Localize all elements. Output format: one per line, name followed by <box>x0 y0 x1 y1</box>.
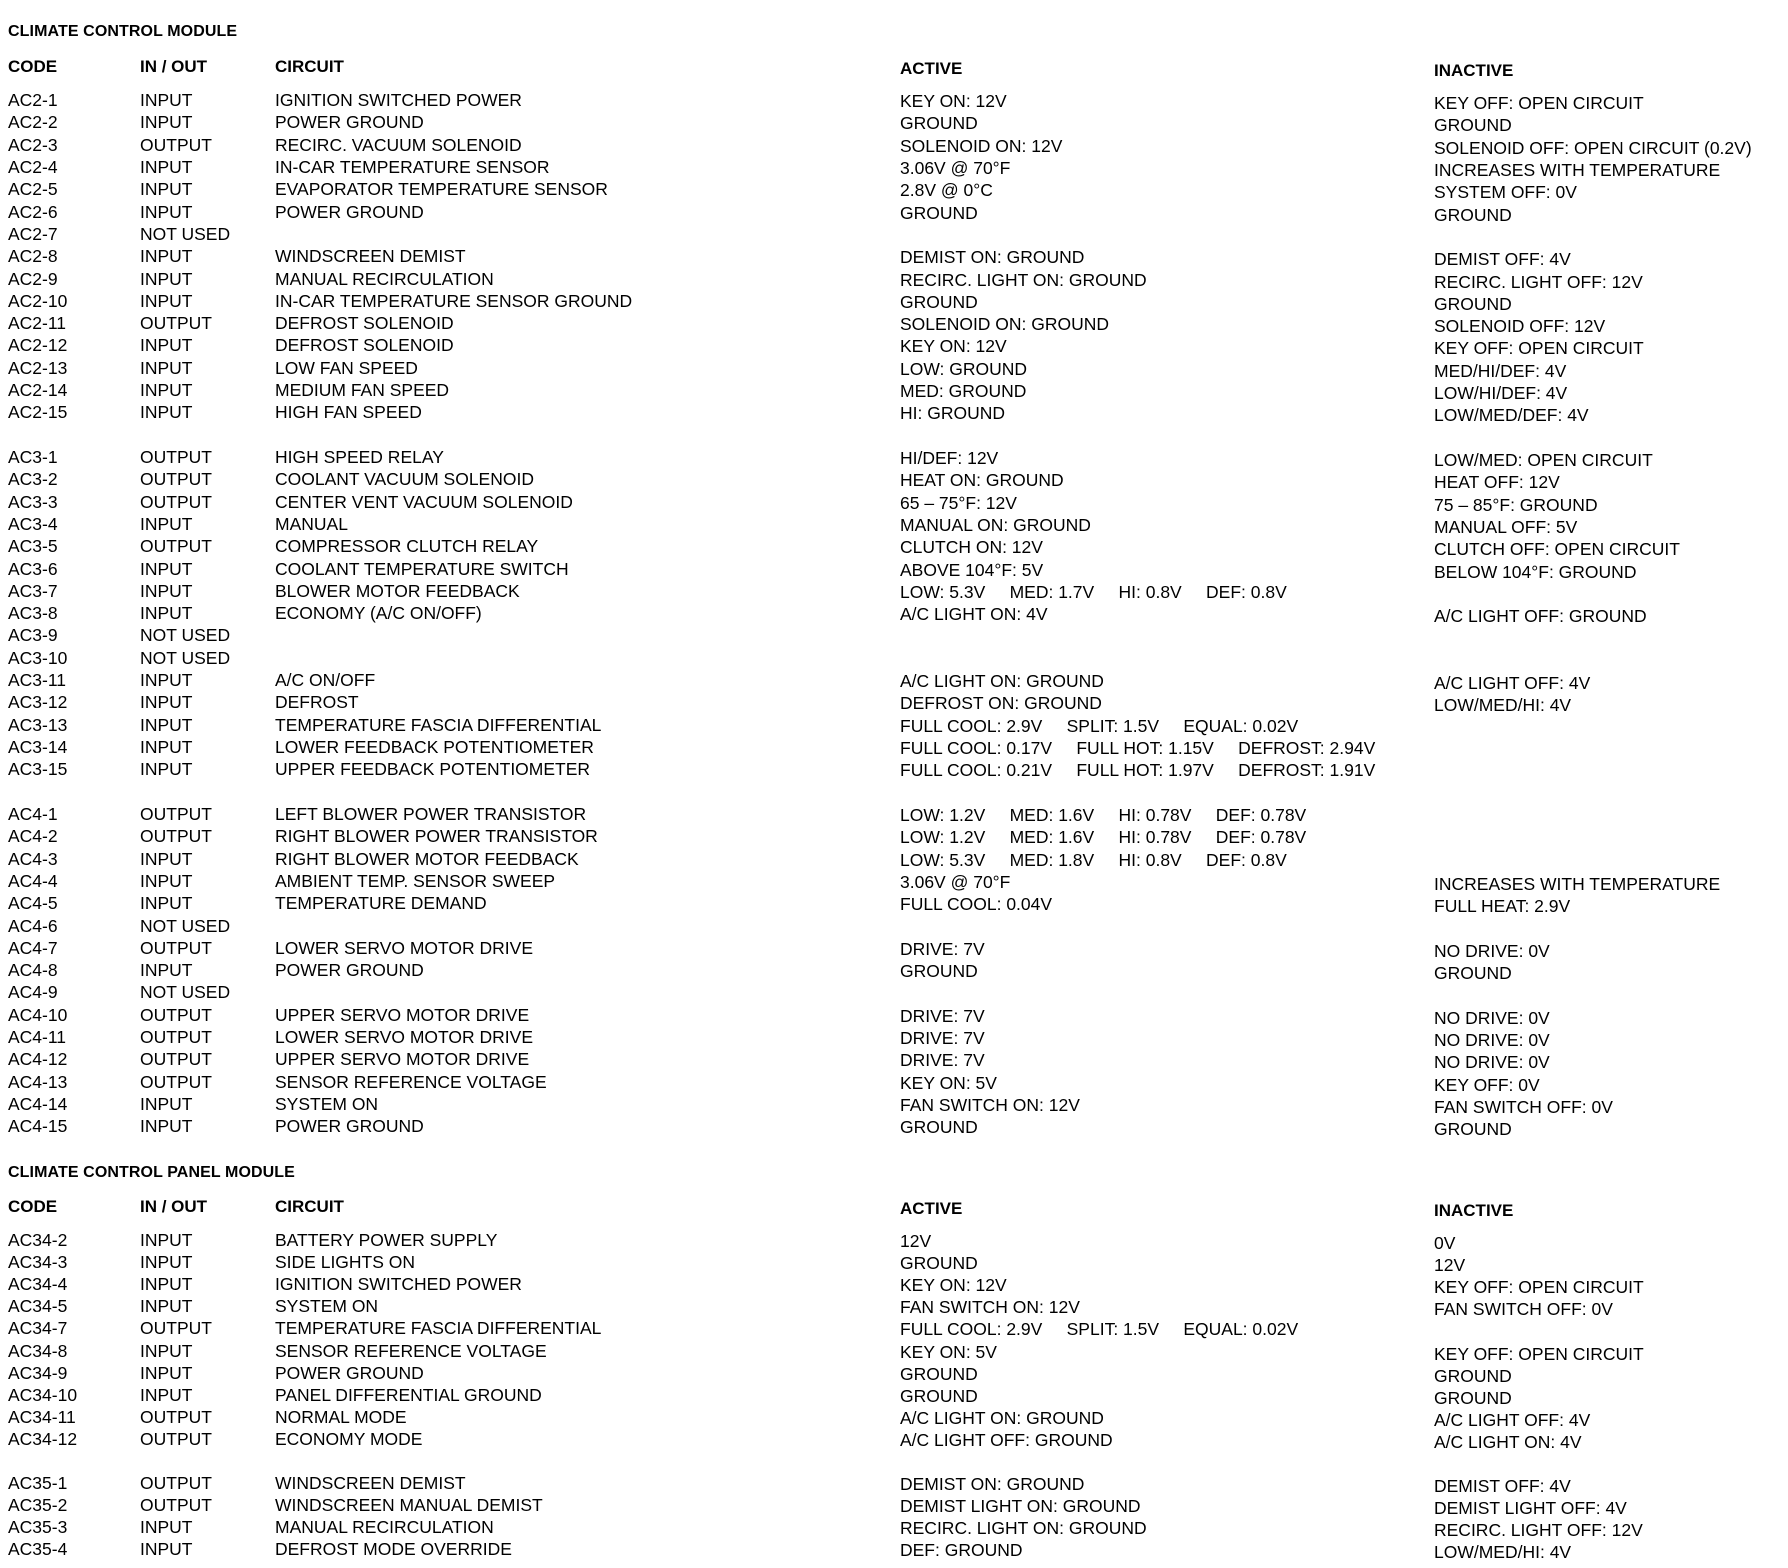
cell-in-out: OUTPUT <box>140 134 212 155</box>
cell-in-out: INPUT <box>140 1362 193 1383</box>
cell-active: LOW: 1.2V MED: 1.6V HI: 0.78V DEF: 0.78V <box>900 804 1307 825</box>
cell-active: FULL COOL: 0.21V FULL HOT: 1.97V DEFROST: 1.91V <box>900 760 1376 781</box>
cell-code: AC34-9 <box>8 1362 68 1383</box>
cell-inactive: DEMIST OFF: 4V <box>1434 249 1571 270</box>
cell-inactive: LOW/MED/DEF: 4V <box>1434 405 1589 426</box>
cell-circuit: UPPER FEEDBACK POTENTIOMETER <box>275 759 591 780</box>
cell-inactive: LOW/MED/HI: 4V <box>1434 695 1572 716</box>
cell-inactive: A/C LIGHT OFF: 4V <box>1434 1409 1591 1430</box>
cell-inactive: GROUND <box>1434 115 1512 136</box>
cell-active: DRIVE: 7V <box>900 938 985 959</box>
cell-code: AC2-4 <box>8 156 58 177</box>
cell-inactive: RECIRC. LIGHT OFF: 12V <box>1434 271 1643 292</box>
cell-active: A/C LIGHT ON: 4V <box>900 604 1048 625</box>
cell-inactive: KEY OFF: 0V <box>1434 1074 1540 1095</box>
cell-code: AC4-14 <box>8 1093 68 1114</box>
cell-active: KEY ON: 12V <box>900 1275 1007 1296</box>
cell-in-out: OUTPUT <box>140 937 212 958</box>
cell-code: AC2-1 <box>8 90 58 110</box>
cell-in-out: INPUT <box>140 335 193 356</box>
cell-inactive: DEMIST OFF: 4V <box>1434 1476 1571 1497</box>
cell-in-out: NOT USED <box>140 915 231 936</box>
cell-circuit: BATTERY POWER SUPPLY <box>275 1230 498 1250</box>
cell-circuit: POWER GROUND <box>275 1116 424 1137</box>
cell-circuit: IN-CAR TEMPERATURE SENSOR <box>275 156 550 177</box>
cell-active: ABOVE 104°F: 5V <box>900 559 1044 580</box>
cell-inactive: GROUND <box>1434 1119 1512 1140</box>
cell-in-out: NOT USED <box>140 223 231 244</box>
header-active: ACTIVE <box>900 59 963 78</box>
cell-active: FULL COOL: 2.9V SPLIT: 1.5V EQUAL: 0.02V <box>900 1319 1299 1340</box>
cell-circuit: RIGHT BLOWER POWER TRANSISTOR <box>275 826 598 847</box>
cell-active: FULL COOL: 0.17V FULL HOT: 1.15V DEFROST: 2.94V <box>900 738 1376 758</box>
cell-code: AC4-15 <box>8 1116 68 1137</box>
cell-code: AC34-7 <box>8 1318 68 1339</box>
cell-circuit: DEFROST <box>275 692 359 713</box>
cell-in-out: INPUT <box>140 1539 193 1560</box>
cell-in-out: INPUT <box>140 960 193 981</box>
cell-active: KEY ON: 5V <box>900 1072 997 1093</box>
cell-active: LOW: 5.3V MED: 1.8V HI: 0.8V DEF: 0.8V <box>900 849 1287 870</box>
cell-circuit: MEDIUM FAN SPEED <box>275 380 450 400</box>
cell-in-out: INPUT <box>140 1517 193 1538</box>
cell-in-out: NOT USED <box>140 625 231 646</box>
cell-active: DRIVE: 7V <box>900 1050 985 1071</box>
cell-code: AC4-1 <box>8 803 58 824</box>
cell-code: AC3-15 <box>8 759 68 780</box>
cell-in-out: INPUT <box>140 179 193 200</box>
cell-active: MED: GROUND <box>900 381 1027 401</box>
cell-inactive: NO DRIVE: 0V <box>1434 1052 1550 1073</box>
cell-active: GROUND <box>900 1117 978 1138</box>
cell-code: AC35-1 <box>8 1473 68 1494</box>
cell-in-out: OUTPUT <box>140 1473 212 1494</box>
cell-circuit: HIGH SPEED RELAY <box>275 447 444 467</box>
cell-code: AC4-8 <box>8 960 58 981</box>
cell-in-out: OUTPUT <box>140 1318 212 1339</box>
cell-circuit: UPPER SERVO MOTOR DRIVE <box>275 1004 530 1025</box>
cell-circuit: DEFROST MODE OVERRIDE <box>275 1539 512 1560</box>
cell-active: GROUND <box>900 1253 978 1274</box>
cell-inactive: RECIRC. LIGHT OFF: 12V <box>1434 1520 1643 1541</box>
cell-in-out: INPUT <box>140 603 193 624</box>
cell-inactive: KEY OFF: OPEN CIRCUIT <box>1434 1277 1644 1298</box>
header-inactive: INACTIVE <box>1434 1201 1514 1220</box>
cell-inactive: A/C LIGHT OFF: GROUND <box>1434 606 1647 627</box>
cell-inactive: FULL HEAT: 2.9V <box>1434 896 1571 917</box>
cell-code: AC3-5 <box>8 536 58 557</box>
cell-code: AC2-11 <box>8 313 67 334</box>
cell-code: AC3-1 <box>8 447 58 467</box>
cell-active: FULL COOL: 2.9V SPLIT: 1.5V EQUAL: 0.02V <box>900 715 1299 736</box>
cell-in-out: INPUT <box>140 692 193 713</box>
cell-in-out: NOT USED <box>140 982 231 1003</box>
cell-active: A/C LIGHT ON: GROUND <box>900 1407 1104 1428</box>
cell-code: AC4-2 <box>8 826 58 847</box>
cell-active: SOLENOID ON: GROUND <box>900 314 1110 335</box>
cell-circuit: SIDE LIGHTS ON <box>275 1252 416 1273</box>
cell-active: GROUND <box>900 961 978 982</box>
cell-code: AC4-3 <box>8 848 58 869</box>
cell-active: DRIVE: 7V <box>900 1028 985 1048</box>
cell-in-out: INPUT <box>140 1296 193 1317</box>
cell-active: LOW: GROUND <box>900 358 1028 379</box>
cell-code: AC3-10 <box>8 647 68 668</box>
cell-in-out: INPUT <box>140 380 193 400</box>
cell-in-out: INPUT <box>140 580 193 601</box>
cell-code: AC34-4 <box>8 1274 68 1295</box>
cell-circuit: RECIRC. VACUUM SOLENOID <box>275 134 522 155</box>
cell-active: A/C LIGHT OFF: GROUND <box>900 1429 1113 1450</box>
cell-inactive: GROUND <box>1434 1387 1512 1408</box>
cell-in-out: INPUT <box>140 870 193 891</box>
cell-code: AC2-13 <box>8 357 68 378</box>
cell-inactive: NO DRIVE: 0V <box>1434 1007 1550 1028</box>
cell-in-out: OUTPUT <box>140 1004 212 1025</box>
cell-circuit: A/C ON/OFF <box>275 670 376 691</box>
cell-inactive: NO DRIVE: 0V <box>1434 940 1550 961</box>
cell-circuit: ECONOMY (A/C ON/OFF) <box>275 603 482 624</box>
cell-in-out: OUTPUT <box>140 447 212 467</box>
cell-circuit: IGNITION SWITCHED POWER <box>275 90 522 110</box>
cell-circuit: UPPER SERVO MOTOR DRIVE <box>275 1049 530 1070</box>
cell-circuit: NORMAL MODE <box>275 1406 407 1427</box>
cell-circuit: DEFROST SOLENOID <box>275 335 454 356</box>
cell-circuit: SENSOR REFERENCE VOLTAGE <box>275 1340 547 1361</box>
cell-inactive: KEY OFF: OPEN CIRCUIT <box>1434 93 1644 113</box>
cell-active: CLUTCH ON: 12V <box>900 537 1043 558</box>
cell-inactive: SOLENOID OFF: OPEN CIRCUIT (0.2V) <box>1434 137 1752 158</box>
cell-circuit: LOWER SERVO MOTOR DRIVE <box>275 937 534 958</box>
cell-in-out: INPUT <box>140 1274 193 1295</box>
cell-circuit: TEMPERATURE FASCIA DIFFERENTIAL <box>275 1318 602 1339</box>
cell-circuit: EVAPORATOR TEMPERATURE SENSOR <box>275 179 608 200</box>
cell-in-out: OUTPUT <box>140 1428 212 1449</box>
cell-active: GROUND <box>900 202 978 223</box>
cell-circuit: ECONOMY MODE <box>275 1428 423 1449</box>
cell-inactive: A/C LIGHT ON: 4V <box>1434 1431 1582 1452</box>
cell-active: FULL COOL: 0.04V <box>900 894 1053 915</box>
cell-code: AC3-2 <box>8 469 58 490</box>
cell-code: AC2-9 <box>8 268 58 289</box>
cell-in-out: INPUT <box>140 201 193 222</box>
cell-active: 2.8V @ 0°C <box>900 180 993 201</box>
cell-code: AC35-2 <box>8 1495 68 1516</box>
header-inactive: INACTIVE <box>1434 61 1514 80</box>
cell-inactive: 75 – 85°F: GROUND <box>1434 494 1598 515</box>
cell-code: AC4-7 <box>8 937 58 958</box>
cell-code: AC35-3 <box>8 1517 68 1538</box>
cell-active: GROUND <box>900 291 978 312</box>
cell-code: AC3-11 <box>8 670 67 691</box>
cell-active: RECIRC. LIGHT ON: GROUND <box>900 269 1147 290</box>
cell-code: AC3-3 <box>8 491 58 512</box>
cell-active: KEY ON: 12V <box>900 91 1007 111</box>
cell-inactive: A/C LIGHT OFF: 4V <box>1434 673 1591 694</box>
cell-active: RECIRC. LIGHT ON: GROUND <box>900 1518 1147 1539</box>
cell-circuit: LOW FAN SPEED <box>275 357 418 378</box>
cell-active: 3.06V @ 70°F <box>900 157 1011 178</box>
cell-circuit: RIGHT BLOWER MOTOR FEEDBACK <box>275 848 579 869</box>
cell-active: MANUAL ON: GROUND <box>900 514 1091 535</box>
cell-in-out: INPUT <box>140 893 193 914</box>
cell-active: DEMIST ON: GROUND <box>900 247 1085 268</box>
cell-in-out: OUTPUT <box>140 313 212 334</box>
cell-circuit: TEMPERATURE FASCIA DIFFERENTIAL <box>275 714 602 735</box>
cell-in-out: OUTPUT <box>140 1071 212 1092</box>
cell-active: DRIVE: 7V <box>900 1005 985 1026</box>
header-in-out: IN / OUT <box>140 1197 208 1216</box>
cell-code: AC4-5 <box>8 893 58 914</box>
cell-in-out: OUTPUT <box>140 491 212 512</box>
section-title: CLIMATE CONTROL MODULE <box>8 23 238 40</box>
cell-circuit: MANUAL RECIRCULATION <box>275 1517 494 1538</box>
header-circuit: CIRCUIT <box>275 1197 344 1216</box>
cell-inactive: GROUND <box>1434 963 1512 984</box>
cell-circuit: MANUAL RECIRCULATION <box>275 268 494 289</box>
cell-active: HEAT ON: GROUND <box>900 470 1064 491</box>
cell-in-out: INPUT <box>140 90 193 110</box>
cell-in-out: OUTPUT <box>140 826 212 847</box>
cell-inactive: LOW/MED/HI: 4V <box>1434 1542 1572 1563</box>
cell-circuit: DEFROST SOLENOID <box>275 313 454 334</box>
cell-inactive: FAN SWITCH OFF: 0V <box>1434 1299 1613 1320</box>
cell-active: 65 – 75°F: 12V <box>900 492 1017 513</box>
cell-circuit: IN-CAR TEMPERATURE SENSOR GROUND <box>275 290 633 311</box>
cell-in-out: INPUT <box>140 357 193 378</box>
cell-code: AC34-8 <box>8 1340 68 1361</box>
cell-inactive: 0V <box>1434 1233 1456 1253</box>
cell-code: AC2-7 <box>8 223 58 244</box>
cell-code: AC2-6 <box>8 201 58 222</box>
cell-circuit: POWER GROUND <box>275 1362 424 1383</box>
cell-code: AC3-8 <box>8 603 58 624</box>
cell-code: AC4-12 <box>8 1049 68 1070</box>
cell-in-out: INPUT <box>140 156 193 177</box>
cell-inactive: HEAT OFF: 12V <box>1434 472 1560 493</box>
cell-code: AC4-13 <box>8 1071 68 1092</box>
cell-in-out: INPUT <box>140 670 193 691</box>
cell-code: AC2-12 <box>8 335 68 356</box>
cell-active: LOW: 5.3V MED: 1.7V HI: 0.8V DEF: 0.8V <box>900 581 1287 602</box>
cell-code: AC2-3 <box>8 134 58 155</box>
cell-in-out: INPUT <box>140 246 193 267</box>
cell-inactive: BELOW 104°F: GROUND <box>1434 561 1637 582</box>
cell-in-out: INPUT <box>140 1230 193 1250</box>
cell-code: AC2-5 <box>8 179 58 200</box>
cell-code: AC3-14 <box>8 737 68 757</box>
cell-inactive: DEMIST LIGHT OFF: 4V <box>1434 1498 1627 1519</box>
cell-active: DEMIST LIGHT ON: GROUND <box>900 1496 1141 1517</box>
cell-in-out: INPUT <box>140 112 193 133</box>
cell-active: DEFROST ON: GROUND <box>900 693 1102 714</box>
cell-code: AC3-12 <box>8 692 68 713</box>
cell-code: AC3-4 <box>8 513 58 534</box>
cell-in-out: INPUT <box>140 513 193 534</box>
cell-circuit: AMBIENT TEMP. SENSOR SWEEP <box>275 870 556 891</box>
cell-inactive: MANUAL OFF: 5V <box>1434 516 1578 537</box>
cell-code: AC2-8 <box>8 246 58 267</box>
cell-circuit: SYSTEM ON <box>275 1093 379 1114</box>
cell-code: AC3-7 <box>8 580 58 601</box>
cell-active: FAN SWITCH ON: 12V <box>900 1094 1080 1115</box>
cell-code: AC34-12 <box>8 1428 78 1449</box>
cell-in-out: INPUT <box>140 1116 193 1137</box>
cell-in-out: INPUT <box>140 290 193 311</box>
cell-code: AC4-4 <box>8 870 58 891</box>
cell-code: AC34-5 <box>8 1296 68 1317</box>
cell-inactive: GROUND <box>1434 293 1512 314</box>
cell-code: AC3-13 <box>8 714 68 735</box>
cell-inactive: GROUND <box>1434 204 1512 225</box>
cell-circuit: LEFT BLOWER POWER TRANSISTOR <box>275 803 587 824</box>
cell-circuit: WINDSCREEN DEMIST <box>275 246 466 267</box>
cell-code: AC34-10 <box>8 1384 78 1405</box>
cell-active: SOLENOID ON: 12V <box>900 135 1063 156</box>
cell-inactive: MED/HI/DEF: 4V <box>1434 360 1567 381</box>
cell-inactive: CLUTCH OFF: OPEN CIRCUIT <box>1434 539 1680 560</box>
cell-code: AC2-10 <box>8 290 68 311</box>
cell-inactive: SYSTEM OFF: 0V <box>1434 182 1577 203</box>
cell-circuit: POWER GROUND <box>275 201 424 222</box>
cell-code: AC34-3 <box>8 1252 68 1273</box>
cell-circuit: WINDSCREEN MANUAL DEMIST <box>275 1495 543 1516</box>
cell-code: AC2-2 <box>8 112 58 133</box>
cell-in-out: INPUT <box>140 737 193 757</box>
cell-in-out: OUTPUT <box>140 469 212 490</box>
cell-code: AC34-2 <box>8 1230 68 1250</box>
cell-circuit: COOLANT TEMPERATURE SWITCH <box>275 558 569 579</box>
cell-circuit: PANEL DIFFERENTIAL GROUND <box>275 1384 542 1405</box>
cell-circuit: TEMPERATURE DEMAND <box>275 893 487 914</box>
cell-circuit: COOLANT VACUUM SOLENOID <box>275 469 534 490</box>
cell-circuit: BLOWER MOTOR FEEDBACK <box>275 580 520 601</box>
cell-code: AC3-6 <box>8 558 58 579</box>
cell-circuit: WINDSCREEN DEMIST <box>275 1473 466 1494</box>
cell-inactive: LOW/HI/DEF: 4V <box>1434 383 1568 403</box>
cell-inactive: NO DRIVE: 0V <box>1434 1030 1550 1050</box>
cell-in-out: OUTPUT <box>140 1406 212 1427</box>
cell-active: KEY ON: 12V <box>900 336 1007 357</box>
cell-inactive: INCREASES WITH TEMPERATURE <box>1434 159 1721 180</box>
cell-circuit: MANUAL <box>275 513 348 534</box>
header-in-out: IN / OUT <box>140 57 208 76</box>
section-title: CLIMATE CONTROL PANEL MODULE <box>8 1164 295 1181</box>
cell-active: 3.06V @ 70°F <box>900 871 1011 892</box>
cell-in-out: INPUT <box>140 1384 193 1405</box>
cell-active: LOW: 1.2V MED: 1.6V HI: 0.78V DEF: 0.78V <box>900 827 1307 848</box>
cell-circuit: LOWER SERVO MOTOR DRIVE <box>275 1027 534 1047</box>
cell-in-out: INPUT <box>140 1252 193 1273</box>
header-active: ACTIVE <box>900 1199 963 1218</box>
cell-in-out: NOT USED <box>140 647 231 668</box>
cell-in-out: INPUT <box>140 1340 193 1361</box>
cell-code: AC35-4 <box>8 1539 68 1560</box>
cell-in-out: INPUT <box>140 714 193 735</box>
cell-active: GROUND <box>900 113 978 134</box>
cell-code: AC2-15 <box>8 402 68 423</box>
cell-in-out: INPUT <box>140 848 193 869</box>
cell-circuit: POWER GROUND <box>275 112 424 133</box>
header-code: CODE <box>8 57 58 76</box>
cell-in-out: OUTPUT <box>140 536 212 557</box>
cell-active: KEY ON: 5V <box>900 1341 997 1362</box>
cell-inactive: FAN SWITCH OFF: 0V <box>1434 1096 1613 1117</box>
cell-in-out: OUTPUT <box>140 1049 212 1070</box>
cell-in-out: OUTPUT <box>140 1027 212 1047</box>
cell-circuit: COMPRESSOR CLUTCH RELAY <box>275 536 539 557</box>
cell-in-out: INPUT <box>140 558 193 579</box>
cell-active: HI: GROUND <box>900 403 1005 424</box>
cell-active: GROUND <box>900 1385 978 1406</box>
cell-code: AC4-10 <box>8 1004 68 1025</box>
cell-code: AC34-11 <box>8 1406 76 1427</box>
cell-inactive: KEY OFF: OPEN CIRCUIT <box>1434 1343 1644 1364</box>
cell-inactive: KEY OFF: OPEN CIRCUIT <box>1434 338 1644 359</box>
cell-active: GROUND <box>900 1363 978 1384</box>
cell-in-out: INPUT <box>140 268 193 289</box>
cell-active: DEF: GROUND <box>900 1540 1023 1561</box>
cell-active: DEMIST ON: GROUND <box>900 1474 1085 1495</box>
cell-circuit: CENTER VENT VACUUM SOLENOID <box>275 491 573 512</box>
cell-circuit: HIGH FAN SPEED <box>275 402 422 423</box>
cell-in-out: INPUT <box>140 1093 193 1114</box>
cell-code: AC4-11 <box>8 1027 67 1047</box>
cell-in-out: INPUT <box>140 402 193 423</box>
header-code: CODE <box>8 1197 58 1216</box>
cell-in-out: INPUT <box>140 759 193 780</box>
cell-code: AC4-6 <box>8 915 58 936</box>
cell-inactive: LOW/MED: OPEN CIRCUIT <box>1434 450 1653 470</box>
cell-circuit: SYSTEM ON <box>275 1296 379 1317</box>
cell-inactive: SOLENOID OFF: 12V <box>1434 316 1606 337</box>
cell-code: AC2-14 <box>8 380 68 400</box>
cell-active: A/C LIGHT ON: GROUND <box>900 671 1104 692</box>
cell-active: HI/DEF: 12V <box>900 448 999 468</box>
header-circuit: CIRCUIT <box>275 57 344 76</box>
cell-active: FAN SWITCH ON: 12V <box>900 1297 1080 1318</box>
cell-inactive: INCREASES WITH TEMPERATURE <box>1434 873 1721 894</box>
cell-circuit: POWER GROUND <box>275 960 424 981</box>
cell-inactive: GROUND <box>1434 1365 1512 1386</box>
cell-circuit: SENSOR REFERENCE VOLTAGE <box>275 1071 547 1092</box>
cell-circuit: IGNITION SWITCHED POWER <box>275 1274 522 1295</box>
cell-code: AC3-9 <box>8 625 58 646</box>
cell-active: 12V <box>900 1231 932 1251</box>
cell-in-out: OUTPUT <box>140 803 212 824</box>
cell-in-out: OUTPUT <box>140 1495 212 1516</box>
cell-code: AC4-9 <box>8 982 58 1003</box>
cell-circuit: LOWER FEEDBACK POTENTIOMETER <box>275 737 594 757</box>
cell-inactive: 12V <box>1434 1255 1466 1276</box>
